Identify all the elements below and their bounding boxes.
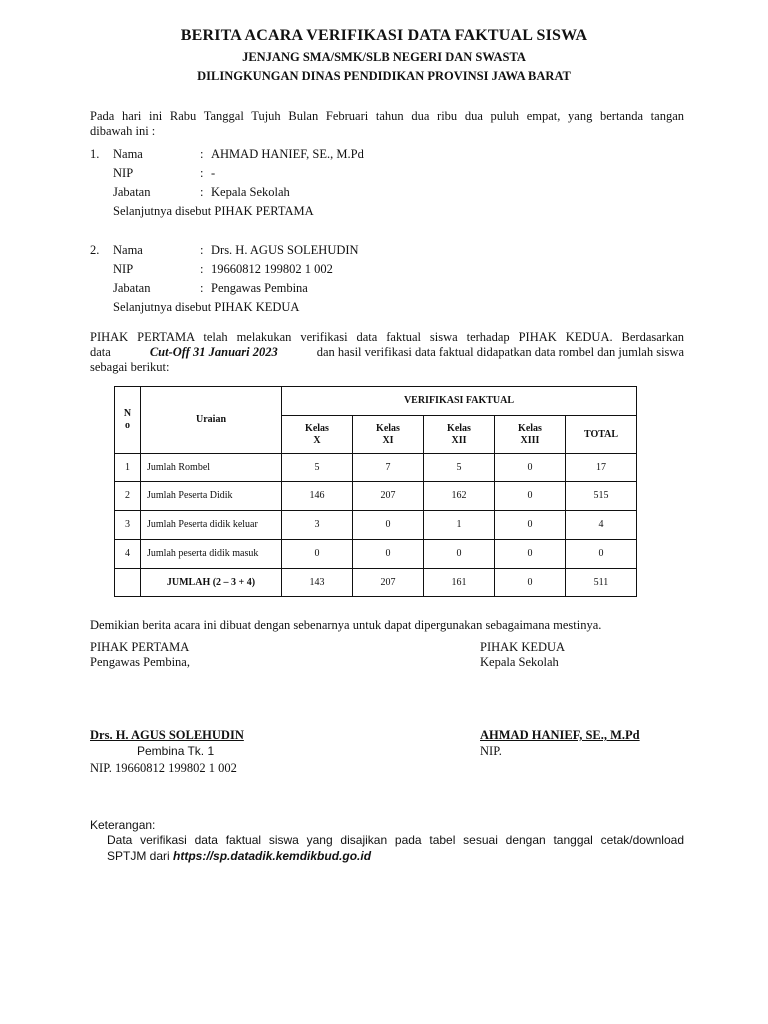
party-second-nip-label: NIP (113, 262, 134, 276)
party-first-position-value: Kepala Sekolah (211, 185, 290, 199)
party-second-nip-value: 19660812 199802 1 002 (211, 262, 333, 276)
note-line-1: Data verifikasi data faktual siswa yang disajikan pada tabel sesuai dengan tanggal cetak/download (107, 833, 684, 847)
table-header-kelas-xi: Kelas XI (353, 416, 424, 454)
table-cell: 0 (495, 511, 566, 540)
table-cell-no: 2 (115, 482, 141, 511)
table-sum-row (115, 569, 637, 597)
closing-statement: Demikian berita acara ini dibuat dengan sebenarnya untuk dapat dipergunakan sebagaimana mestinya. (90, 618, 602, 632)
signature-right-role: Kepala Sekolah (480, 655, 559, 669)
table-header-total: TOTAL (566, 416, 637, 454)
signature-right-name: AHMAD HANIEF, SE., M.Pd (480, 728, 640, 742)
table-cell-total: 515 (566, 482, 637, 511)
table-cell-label: Jumlah Rombel (141, 454, 282, 482)
table-cell: 207 (353, 482, 424, 511)
table-header-kelas-x: Kelas X (282, 416, 353, 454)
table-cell: 3 (282, 511, 353, 540)
party-second-name-value: Drs. H. AGUS SOLEHUDIN (211, 243, 359, 257)
party-second-referred: Selanjutnya disebut PIHAK KEDUA (113, 300, 300, 314)
statement-line-1: PIHAK PERTAMA telah melakukan verifikasi data faktual siswa terhadap PIHAK KEDUA. Berdasarkan (90, 330, 684, 344)
table-cell-total: 4 (566, 511, 637, 540)
table-cell: 5 (282, 454, 353, 482)
table-cell-no: 3 (115, 511, 141, 540)
party-first-name-label: Nama (113, 147, 143, 161)
party-first-nip-value: - (211, 166, 216, 180)
note-line-2 (107, 849, 371, 863)
colon: : (200, 166, 204, 180)
statement-cutoff-date: Cut-Off 31 Januari 2023 (149, 345, 278, 359)
party-second-position-value: Pengawas Pembina (211, 281, 308, 295)
table-cell-total: 17 (566, 454, 637, 482)
colon: : (200, 262, 204, 276)
party-first-name-value: AHMAD HANIEF, SE., M.Pd (211, 147, 364, 161)
table-cell: 0 (353, 511, 424, 540)
document-subtitle-level: JENJANG SMA/SMK/SLB NEGERI DAN SWASTA (242, 50, 526, 64)
table-cell: 0 (495, 454, 566, 482)
table-header-uraian: Uraian (141, 387, 282, 454)
table-cell-label: Jumlah Peserta didik keluar (141, 511, 282, 540)
table-cell: 0 (495, 569, 566, 597)
table-header-no: N o (115, 387, 141, 454)
table-cell-total: 0 (566, 540, 637, 569)
table-header-kelas-xii: Kelas XII (424, 416, 495, 454)
statement-line-2-suffix: dan hasil verifikasi data faktual didapatkan data rombel dan jumlah siswa (316, 345, 684, 359)
table-cell: 0 (495, 540, 566, 569)
table-row (115, 511, 637, 540)
table-cell-total: 511 (566, 569, 637, 597)
signature-left-rank: Pembina Tk. 1 (137, 744, 215, 758)
party-first-number: 1. (90, 147, 100, 161)
table-cell: 0 (282, 540, 353, 569)
intro-line-2: dibawah ini : (90, 124, 156, 138)
colon: : (200, 243, 204, 257)
colon: : (200, 147, 204, 161)
table-row (115, 482, 637, 511)
party-second-name-label: Nama (113, 243, 143, 257)
party-second-position-label: Jabatan (113, 281, 151, 295)
document-subtitle-agency: DILINGKUNGAN DINAS PENDIDIKAN PROVINSI JAWA BARAT (197, 69, 571, 83)
signature-left-role: Pengawas Pembina, (90, 655, 190, 669)
signature-left-party: PIHAK PERTAMA (90, 640, 190, 654)
table-row (115, 454, 637, 482)
table-cell: 0 (353, 540, 424, 569)
table-cell: 143 (282, 569, 353, 597)
table-cell: 0 (495, 482, 566, 511)
table-cell-no: 4 (115, 540, 141, 569)
table-cell: 1 (424, 511, 495, 540)
table-cell: 0 (424, 540, 495, 569)
party-second-number: 2. (90, 243, 100, 257)
table-row (115, 540, 637, 569)
verification-table (114, 386, 637, 597)
table-cell: 146 (282, 482, 353, 511)
table-cell: 161 (424, 569, 495, 597)
table-cell: 7 (353, 454, 424, 482)
signature-left-name: Drs. H. AGUS SOLEHUDIN (90, 728, 244, 742)
note-link[interactable]: https://sp.datadik.kemdikbud.go.id (173, 849, 372, 863)
party-first-nip-label: NIP (113, 166, 134, 180)
signature-left-nip: NIP. 19660812 199802 1 002 (90, 761, 237, 775)
table-cell-label: Jumlah Peserta Didik (141, 482, 282, 511)
table-cell-label: Jumlah peserta didik masuk (141, 540, 282, 569)
table-cell-no: 1 (115, 454, 141, 482)
statement-line-3: sebagai berikut: (90, 360, 170, 374)
party-first-position-label: Jabatan (113, 185, 151, 199)
note-line-2-prefix: SPTJM dari (107, 849, 170, 863)
statement-line-2 (90, 345, 684, 360)
colon: : (200, 281, 204, 295)
table-cell-sum-label: JUMLAH (2 – 3 + 4) (141, 569, 282, 597)
table-cell: 162 (424, 482, 495, 511)
statement-line-2-prefix: data (90, 345, 111, 359)
table-cell-no (115, 569, 141, 597)
signature-right-party: PIHAK KEDUA (480, 640, 566, 654)
intro-line-1: Pada hari ini Rabu Tanggal Tujuh Bulan Februari tahun dua ribu dua puluh empat, yang bertanda tangan (90, 109, 684, 123)
colon: : (200, 185, 204, 199)
table-cell: 207 (353, 569, 424, 597)
table-header-group: VERIFIKASI FAKTUAL (282, 387, 637, 416)
document-title: BERITA ACARA VERIFIKASI DATA FAKTUAL SISWA (180, 27, 588, 44)
party-first-referred: Selanjutnya disebut PIHAK PERTAMA (113, 204, 314, 218)
table-cell: 5 (424, 454, 495, 482)
table-header-kelas-xiii: Kelas XIII (495, 416, 566, 454)
signature-right-nip: NIP. (480, 744, 502, 758)
note-label: Keterangan: (90, 818, 156, 832)
